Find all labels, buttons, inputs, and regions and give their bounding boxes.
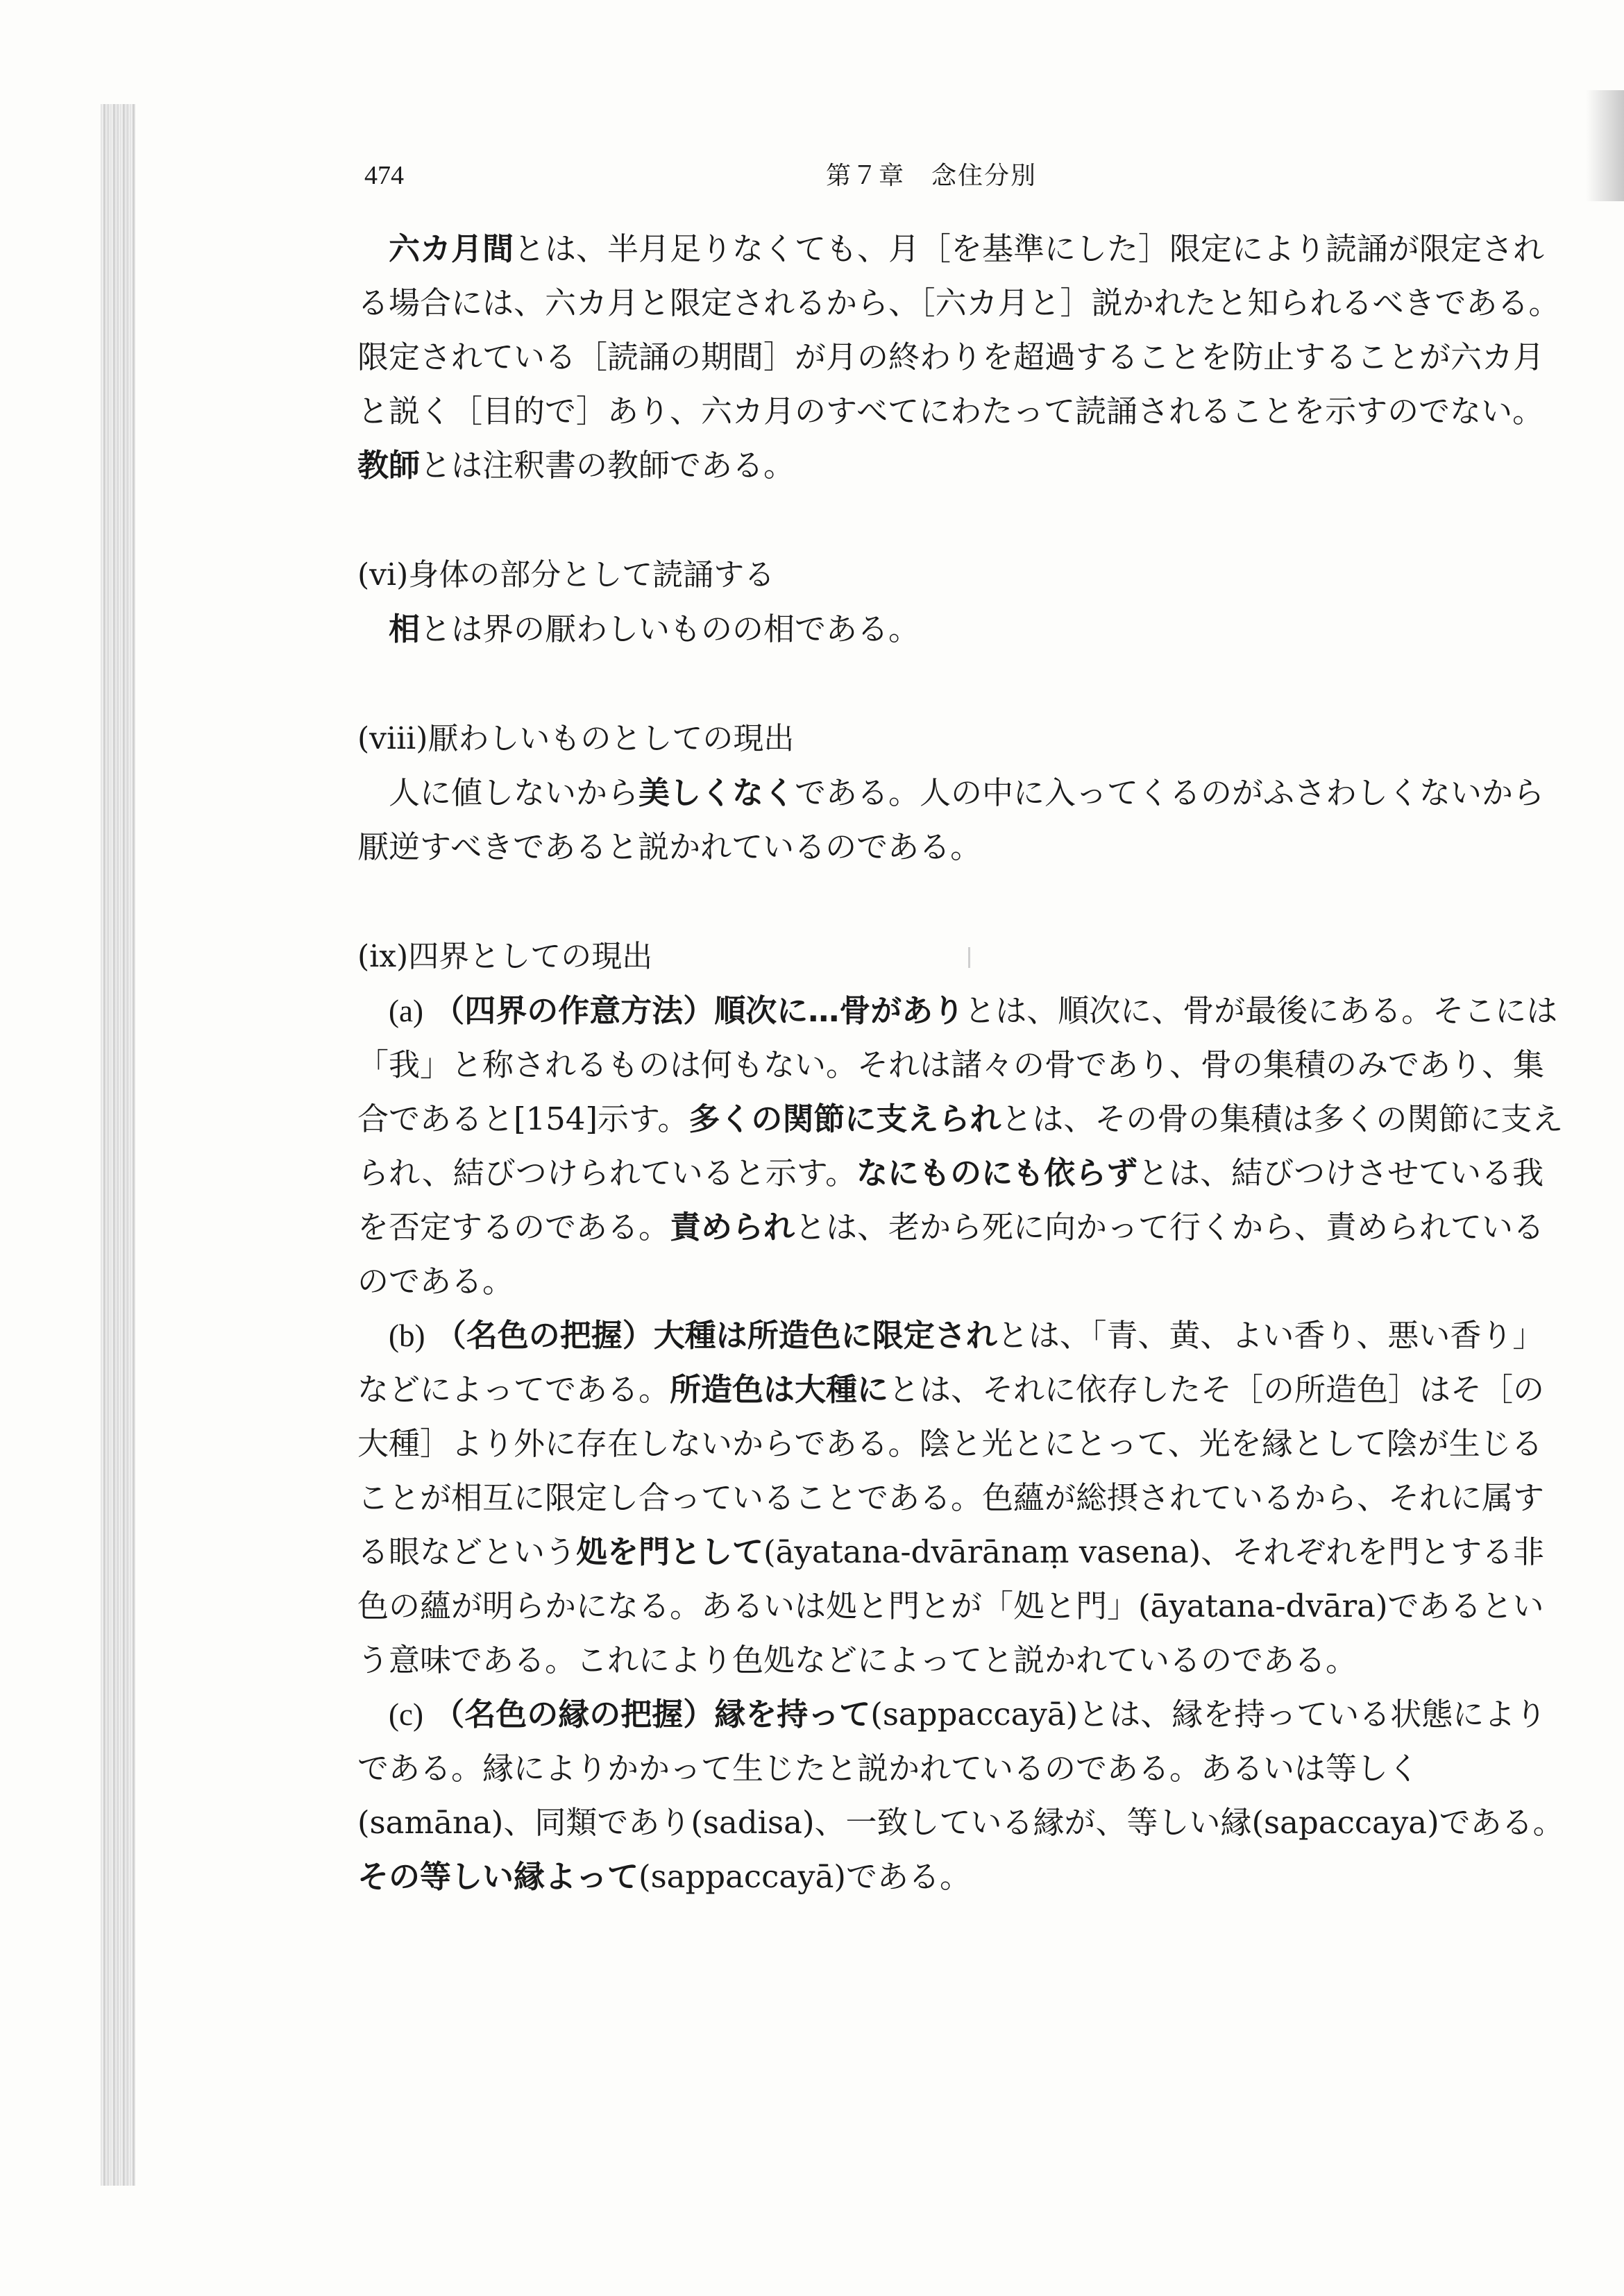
- running-head: 第７章 念住分別: [826, 162, 1038, 190]
- text-segment: とは、老から死に向かって行くから、責められているのである。: [357, 1209, 1545, 1300]
- text-segment: 人に値しないから: [389, 774, 639, 811]
- text-segment: とは注釈書の教師である。: [420, 447, 795, 484]
- term-sign: 相: [389, 611, 421, 647]
- text-segment: とは、「青、黄、よい香り、悪い香り」などによってである。: [357, 1317, 1544, 1408]
- term-with-conditions: （名色の縁の把握）縁を持って: [433, 1696, 871, 1733]
- item-label-c: (c): [389, 1697, 423, 1732]
- term-afflicted: 責められ: [670, 1209, 795, 1245]
- term-great-elements: （名色の把握）大種は所造色に限定され: [434, 1317, 997, 1354]
- paragraph-ix-c: [357, 1687, 1565, 1904]
- paragraph-viii: [357, 766, 1565, 874]
- page-content: [357, 222, 1565, 1904]
- section-heading-viii: (viii)厭わしいものとしての現出: [357, 721, 795, 756]
- term-not-beautiful: 美しくなく: [638, 774, 795, 811]
- page-binding-shadow: [101, 104, 135, 2186]
- term-derived-matter: 所造色は大種に: [670, 1371, 889, 1408]
- text-segment: (āyatana-dvārānaṃ vasena)、それぞれを門とする非色の蘊が明らかになる。あるいは処と門とが「処と門」(āyatana-dvāra)であるという意味である。これにより色処などによってと説かれているのである。: [357, 1533, 1545, 1678]
- text-segment: とは、それに依存したそ［の所造色］はそ［の大種］より外に存在しないからである。陰と光とにとって、光を縁として陰が生じることが相互に限定し合っていることである。色蘊が総摂されているから、それに属する眼などという: [357, 1371, 1545, 1570]
- text-segment: (sappaccayā)である。: [638, 1858, 971, 1895]
- paragraph-ix-a: [357, 984, 1565, 1309]
- paragraph-six-months: [357, 222, 1565, 493]
- page-header: [0, 156, 1624, 198]
- term-dependent-on-nothing: なにものにも依らず: [856, 1155, 1138, 1191]
- term-bases-as-doors: 処を門として: [576, 1533, 764, 1570]
- term-supported-by-joints: 多くの関節に支えられ: [688, 1100, 1001, 1137]
- text-segment: とは、結びつけさせている我を否定するのである。: [357, 1155, 1544, 1245]
- text-segment: とは、半月足りなくても、月［を基準にした］限定により読誦が限定される場合には、六カ月と限定されるから、［六カ月と］説かれたと知られるべきである。限定されている［読誦の期間］が月の終わりを超過することを防止することが六カ月と説く［目的で］あり、六カ月のすべてにわたって読誦されることを示すのでない。: [357, 230, 1560, 430]
- text-segment: とは界の厭わしいものの相である。: [420, 611, 920, 647]
- item-label-b: (b): [389, 1318, 425, 1353]
- section-heading-ix: (ix)四界としての現出: [357, 939, 653, 974]
- text-segment: である。人の中に入ってくるのがふさわしくないから厭逆すべきであると説かれているのである。: [357, 774, 1545, 865]
- text-segment: (sappaccayā)とは、縁を持っている状態によりである。縁によりかかって生じたと説かれているのである。あるいは等しく(samāna)、同類であり(sadisa)、一致している縁が、等しい縁(sapaccaya)である。: [357, 1696, 1564, 1841]
- term-teacher: 教師: [357, 447, 421, 484]
- paragraph-vi: [357, 602, 1565, 656]
- term-bones-in-order: （四界の作意方法）順次に…骨があり: [433, 992, 965, 1029]
- item-label-a: (a): [389, 994, 423, 1028]
- text-segment: とは、順次に、骨が最後にある。そこには「我」と称されるものは何もない。それは諸々の骨であり、骨の集積のみであり、集合であると[154]示す。: [357, 992, 1558, 1137]
- term-six-months: 六カ月間: [389, 230, 514, 267]
- page-number: 474: [364, 161, 404, 190]
- text-segment: とは、その骨の集積は多くの関節に支えられ、結びつけられていると示す。: [357, 1100, 1564, 1191]
- term-equal-conditions: その等しい縁よって: [357, 1858, 639, 1895]
- section-heading-vi: (vi)身体の部分として読誦する: [357, 557, 775, 593]
- paragraph-ix-b: [357, 1309, 1565, 1687]
